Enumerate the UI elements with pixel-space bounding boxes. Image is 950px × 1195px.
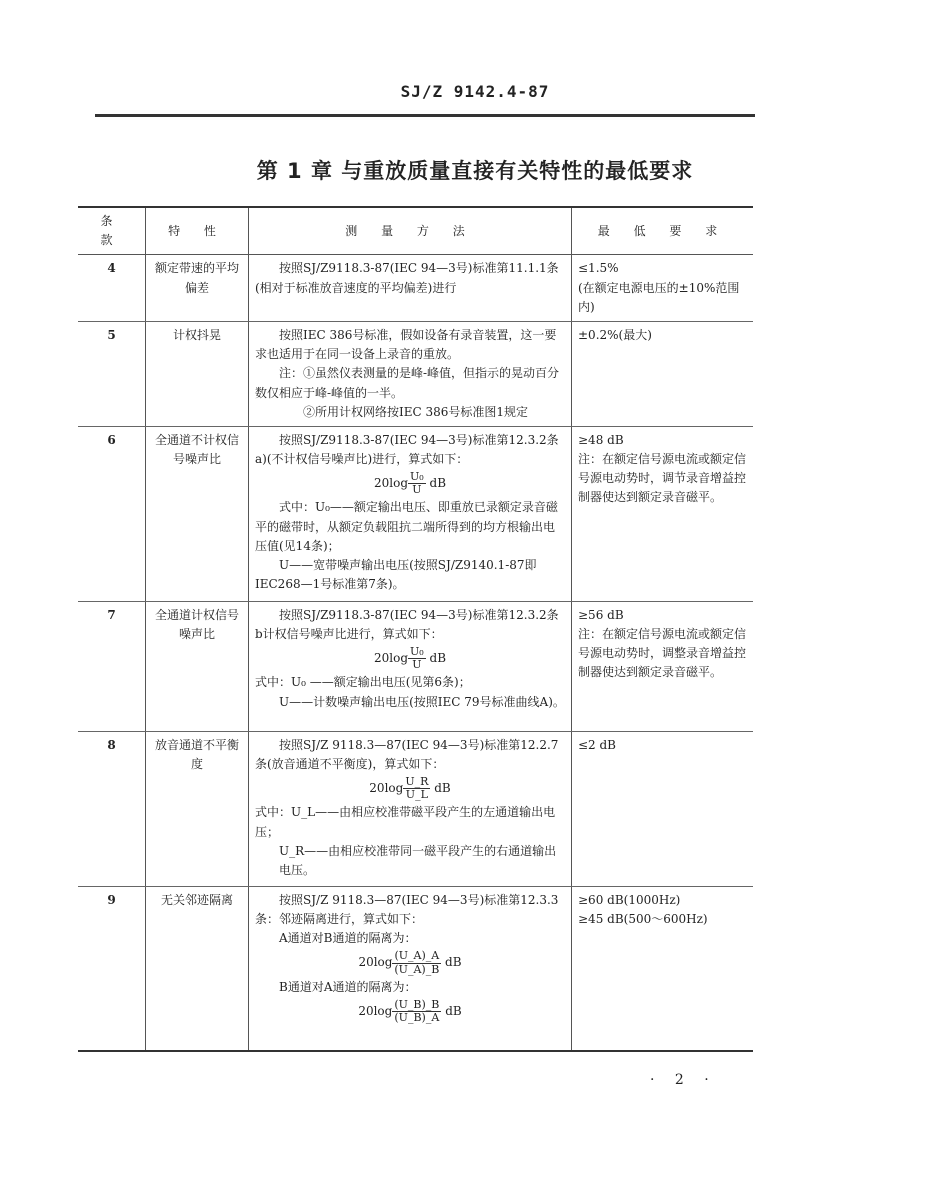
requirement — [572, 426, 754, 601]
formula-prefix: 20log — [358, 955, 393, 970]
requirement-value: ≤1.5% — [578, 261, 619, 276]
characteristic: 全通道不计权信号噪声比 — [146, 426, 249, 601]
characteristic: 全通道计权信号噪声比 — [146, 601, 249, 731]
formula-denominator: (U_A)_B — [394, 962, 440, 976]
method-paragraph: U_R——由相应校准带同一磁平段产生的右通道输出电压。 — [279, 843, 557, 877]
requirement-note: 注：在额定信号源电流或额定信号源电动势时，调节录音增益控制器使达到额定录音磁平。 — [578, 452, 747, 505]
table-row — [78, 886, 753, 1051]
formula — [255, 471, 565, 496]
method-text — [249, 426, 572, 601]
table-row — [78, 731, 753, 886]
table-row — [78, 321, 753, 426]
formula-prefix: 20log — [369, 781, 404, 796]
method-text — [249, 601, 572, 731]
formula-unit: dB — [434, 781, 451, 796]
method-paragraph: U——宽带噪声输出电压(按照SJ/Z9140.1-87即IEC268—1号标准第7条)。 — [255, 558, 537, 592]
formula-unit: dB — [445, 1003, 462, 1018]
header-requirement: 最 低 要 求 — [572, 207, 754, 255]
method-note: ②所用计权网络按IEC 386号标准图1规定 — [303, 404, 529, 419]
method-text — [249, 255, 572, 322]
table-header-row — [78, 207, 753, 255]
clause-number: 6 — [78, 426, 146, 601]
chapter-title: 第 1 章 与重放质量直接有关特性的最低要求 — [256, 159, 694, 183]
requirement — [572, 731, 754, 886]
formula-denominator: (U_B)_A — [394, 1010, 440, 1024]
formula-fraction — [392, 950, 441, 975]
formula — [255, 950, 565, 975]
formula-numerator: (U_B)_B — [394, 997, 440, 1011]
header-clause: 条 款 — [78, 207, 146, 255]
method-paragraph: A通道对B通道的隔离为： — [279, 931, 417, 946]
method-note: 注：①虽然仪表测量的是峰-峰值，但指示的晃动百分数仅相应于峰-峰值的一半。 — [255, 366, 560, 400]
requirement-note: 注：在额定信号源电流或额定信号源电动势时，调整录音增益控制器使达到额定录音磁平。 — [578, 627, 747, 680]
method-paragraph: 式中：U₀ ——额定输出电压(见第6条)； — [255, 675, 471, 690]
clause-number: 7 — [78, 601, 146, 731]
method-paragraph: 式中：U_L——由相应校准带磁平段产生的左通道输出电压； — [255, 805, 556, 839]
method-text — [249, 731, 572, 886]
method-paragraph: 按照SJ/Z 9118.3—87(IEC 94—3号)标准第12.3.3条：邻迹隔离进行，算式如下： — [255, 892, 559, 927]
clause-number: 4 — [78, 255, 146, 322]
table-row — [78, 426, 753, 601]
formula-fraction — [403, 776, 430, 801]
page-number: · 2 · — [650, 1072, 717, 1088]
document-code: SJ/Z 9142.4-87 — [400, 82, 550, 101]
formula — [255, 776, 565, 801]
header-characteristic: 特 性 — [146, 207, 249, 255]
method-text — [249, 321, 572, 426]
formula-prefix: 20log — [373, 651, 408, 666]
formula-unit: dB — [429, 476, 447, 491]
requirement-value: ≥45 dB(500～600Hz) — [578, 912, 708, 927]
requirement-value: ≥60 dB(1000Hz) — [578, 892, 681, 907]
formula — [255, 999, 565, 1024]
table-row — [78, 601, 753, 731]
method-text — [249, 886, 572, 1051]
requirement-note: (在额定电源电压的±10%范围内) — [578, 280, 740, 314]
method-paragraph: 按照SJ/Z9118.3-87(IEC 94—3号)标准第12.3.2条a)(不计权信号噪声比)进行，算式如下： — [255, 432, 559, 467]
method-paragraph: U——计数噪声输出电压(按照IEC 79号标准曲线A)。 — [279, 694, 565, 709]
formula-fraction — [408, 471, 426, 496]
requirement-value: ≤2 dB — [578, 737, 617, 752]
formula-fraction — [408, 646, 426, 671]
method-paragraph: 按照SJ/Z9118.3-87(IEC 94—3号)标准第11.1.1条(相对于标准放音速度的平均偏差)进行 — [255, 261, 559, 295]
table-row — [78, 255, 753, 322]
formula-unit: dB — [445, 955, 462, 970]
formula-fraction — [392, 999, 441, 1024]
method-paragraph: 式中：U₀——额定输出电压、即重放已录额定录音磁平的磁带时，从额定负载阻抗二端所得到的均方根输出电压值(见14条)； — [255, 500, 558, 553]
method-paragraph: 按照SJ/Z 9118.3—87(IEC 94—3号)标准第12.2.7条(放音通道不平衡度)，算式如下： — [255, 737, 559, 772]
clause-number: 5 — [78, 321, 146, 426]
requirement — [572, 886, 754, 1051]
requirement — [572, 255, 754, 322]
method-paragraph: 按照IEC 386号标准，假如设备有录音装置，这一要求也适用于在同一设备上录音的重放。 — [255, 327, 557, 362]
requirement-value: ≥56 dB — [578, 607, 624, 622]
requirements-table — [78, 206, 753, 1052]
requirement — [572, 321, 754, 426]
requirement — [572, 601, 754, 731]
formula-numerator: U₀ — [410, 645, 424, 659]
requirement-value: ±0.2%(最大) — [578, 327, 652, 342]
characteristic: 无关邻迹隔离 — [146, 886, 249, 1051]
formula-numerator: U₀ — [410, 470, 424, 484]
header-method: 测 量 方 法 — [249, 207, 572, 255]
formula-unit: dB — [429, 651, 447, 666]
formula-denominator: U_L — [405, 788, 428, 802]
formula-prefix: 20log — [373, 476, 408, 491]
formula-numerator: U_R — [405, 775, 429, 789]
characteristic: 放音通道不平衡度 — [146, 731, 249, 886]
method-paragraph: B通道对A通道的隔离为： — [279, 979, 417, 994]
clause-number: 9 — [78, 886, 146, 1051]
method-paragraph: 按照SJ/Z9118.3-87(IEC 94—3号)标准第12.3.2条b计权信号噪声比进行，算式如下： — [255, 607, 559, 642]
characteristic: 额定带速的平均偏差 — [146, 255, 249, 322]
formula-denominator: U — [412, 658, 422, 672]
formula-denominator: U — [412, 483, 422, 497]
clause-number: 8 — [78, 731, 146, 886]
requirement-value: ≥48 dB — [578, 432, 624, 447]
formula-numerator: (U_A)_A — [394, 949, 440, 963]
header-rule — [95, 114, 755, 117]
characteristic: 计权抖晃 — [146, 321, 249, 426]
formula-prefix: 20log — [358, 1003, 393, 1018]
formula — [255, 646, 565, 671]
